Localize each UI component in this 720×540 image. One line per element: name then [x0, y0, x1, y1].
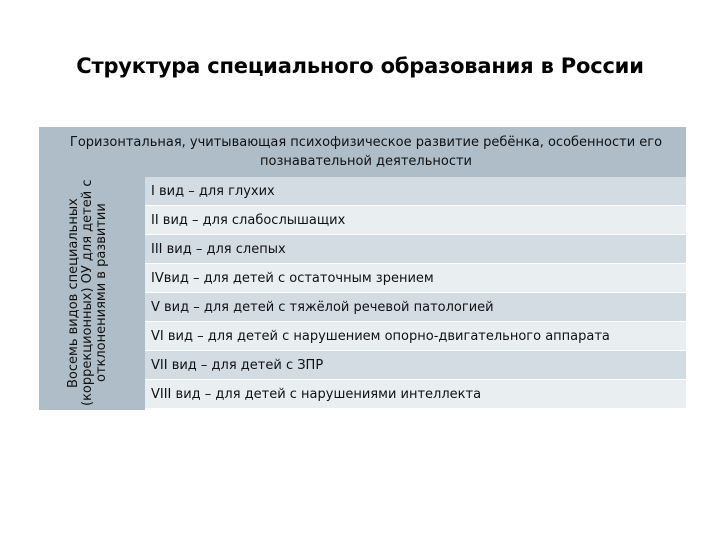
- side-label-container: [35, 176, 141, 409]
- list-item: [145, 206, 686, 234]
- list-item: [145, 380, 686, 408]
- list-item: [145, 264, 686, 292]
- list-item-text: I вид – для глухих: [151, 183, 275, 199]
- list-item-text: II вид – для слабослышащих: [151, 212, 346, 228]
- list-item-text: VI вид – для детей с нарушением опорно-двигательного аппарата: [151, 328, 610, 344]
- list-item: [145, 322, 686, 350]
- side-label: Восемь видов специальных (коррекционных) ОУ для детей с отклонениями в развитии: [66, 179, 109, 406]
- list-item-text: V вид – для детей с тяжёлой речевой патологией: [151, 299, 494, 315]
- list-item-text: VIII вид – для детей с нарушениями интеллекта: [151, 386, 482, 402]
- list-item-text: III вид – для слепых: [151, 241, 286, 257]
- list-item-text: VII вид – для детей с ЗПР: [151, 357, 324, 373]
- list-item-text: IVвид – для детей с остаточным зрением: [151, 270, 434, 286]
- list-item: [145, 177, 686, 205]
- list-item: [145, 235, 686, 263]
- list-item: [145, 293, 686, 321]
- list-item: [145, 351, 686, 379]
- school-types-list: [145, 177, 686, 409]
- header-text: Горизонтальная, учитывающая психофизическое развитие ребёнка, особенности его познавательной деятельности: [69, 135, 663, 169]
- slide-title: Структура специального образования в России: [76, 54, 644, 78]
